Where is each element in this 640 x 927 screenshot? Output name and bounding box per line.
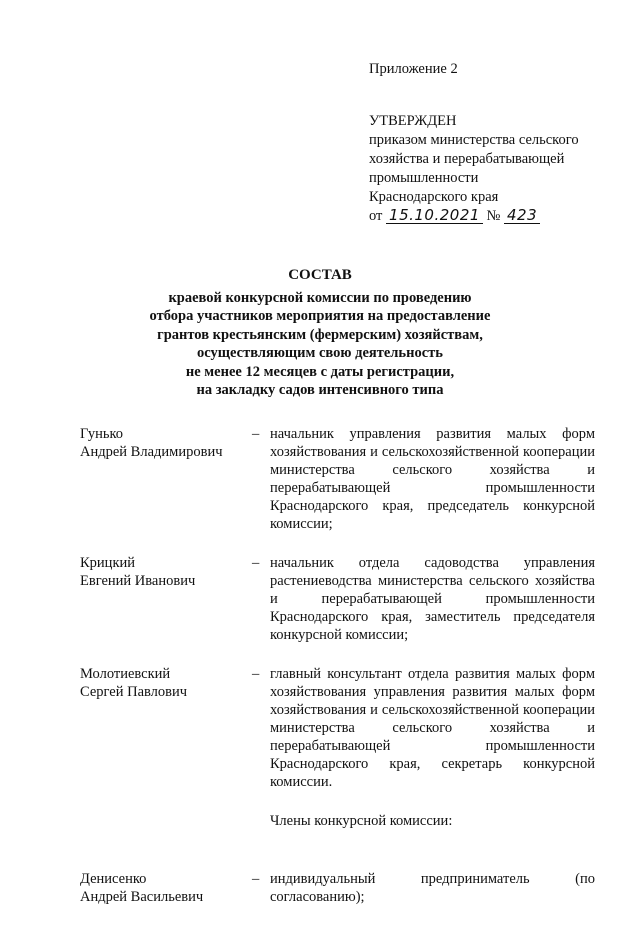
order-line-4: Краснодарского края <box>369 189 499 205</box>
member-row <box>80 425 595 533</box>
approval-block <box>369 60 609 226</box>
order-line-1: приказом министерства сельского <box>369 132 579 148</box>
member-given-names: Андрей Васильевич <box>80 889 204 905</box>
title-line: на закладку садов интенсивного типа <box>196 382 444 398</box>
dash: – <box>252 871 260 887</box>
title-line: отбора участников мероприятия на предоставление <box>149 308 491 324</box>
member-surname: Молотиевский <box>80 666 171 682</box>
member-surname: Денисенко <box>80 871 147 887</box>
number-label: № <box>486 208 501 224</box>
title-line: не менее 12 месяцев с даты регистрации, <box>185 363 455 380</box>
member-name <box>80 554 252 644</box>
dash: – <box>252 666 260 682</box>
document-title <box>100 266 540 400</box>
handwritten-number: 423 <box>504 207 540 224</box>
member-given-names: Сергей Павлович <box>80 684 188 700</box>
title-line: осуществляющим свою деятельность <box>197 345 443 361</box>
member-row <box>80 870 595 906</box>
handwritten-date: 15.10.2021 <box>386 207 483 224</box>
approved-label: УТВЕРЖДЕН <box>369 113 457 129</box>
member-given-names: Андрей Владимирович <box>80 444 223 460</box>
member-name <box>80 665 252 791</box>
member-row <box>80 665 595 791</box>
member-role: начальник управления развития малых форм хозяйствования и сельскохозяйственной кооперации министерства сельского хозяйства и перерабатывающей промышленности Краснодарского края, председатель конкурсной комиссии; <box>270 426 595 532</box>
order-line-3: промышленности <box>369 170 479 186</box>
member-row <box>80 554 595 644</box>
member-name <box>80 870 252 906</box>
title-line: краевой конкурсной комиссии по проведению <box>168 289 472 306</box>
appendix-label: Приложение 2 <box>369 61 458 77</box>
member-role: главный консультант отдела развития малых форм хозяйствования управления развития малых форм хозяйствования и сельскохозяйственной кооперации министерства сельского хозяйства и перерабатывающей промышленности Краснодарского края, секретарь конкурсной комиссии. <box>270 666 595 790</box>
date-prefix: от <box>369 208 383 224</box>
members-list <box>80 425 595 927</box>
members-subheading: Члены конкурсной комиссии: <box>270 813 453 829</box>
title-line: грантов крестьянским (фермерским) хозяйствам, <box>157 326 483 343</box>
dash: – <box>252 555 260 571</box>
order-date-line <box>369 207 609 226</box>
member-surname: Гунько <box>80 426 124 442</box>
member-role: индивидуальный предприниматель (по согласованию); <box>270 871 595 905</box>
member-given-names: Евгений Иванович <box>80 573 196 589</box>
title-heading: СОСТАВ <box>288 267 352 283</box>
dash: – <box>252 426 260 442</box>
member-role: начальник отдела садоводства управления растениеводства министерства сельского хозяйства и перерабатывающей промышленности Краснодарского края, заместитель председателя конкурсной комиссии; <box>270 555 595 643</box>
member-surname: Крицкий <box>80 555 136 571</box>
member-name <box>80 425 252 533</box>
order-line-2: хозяйства и перерабатывающей <box>369 151 565 167</box>
